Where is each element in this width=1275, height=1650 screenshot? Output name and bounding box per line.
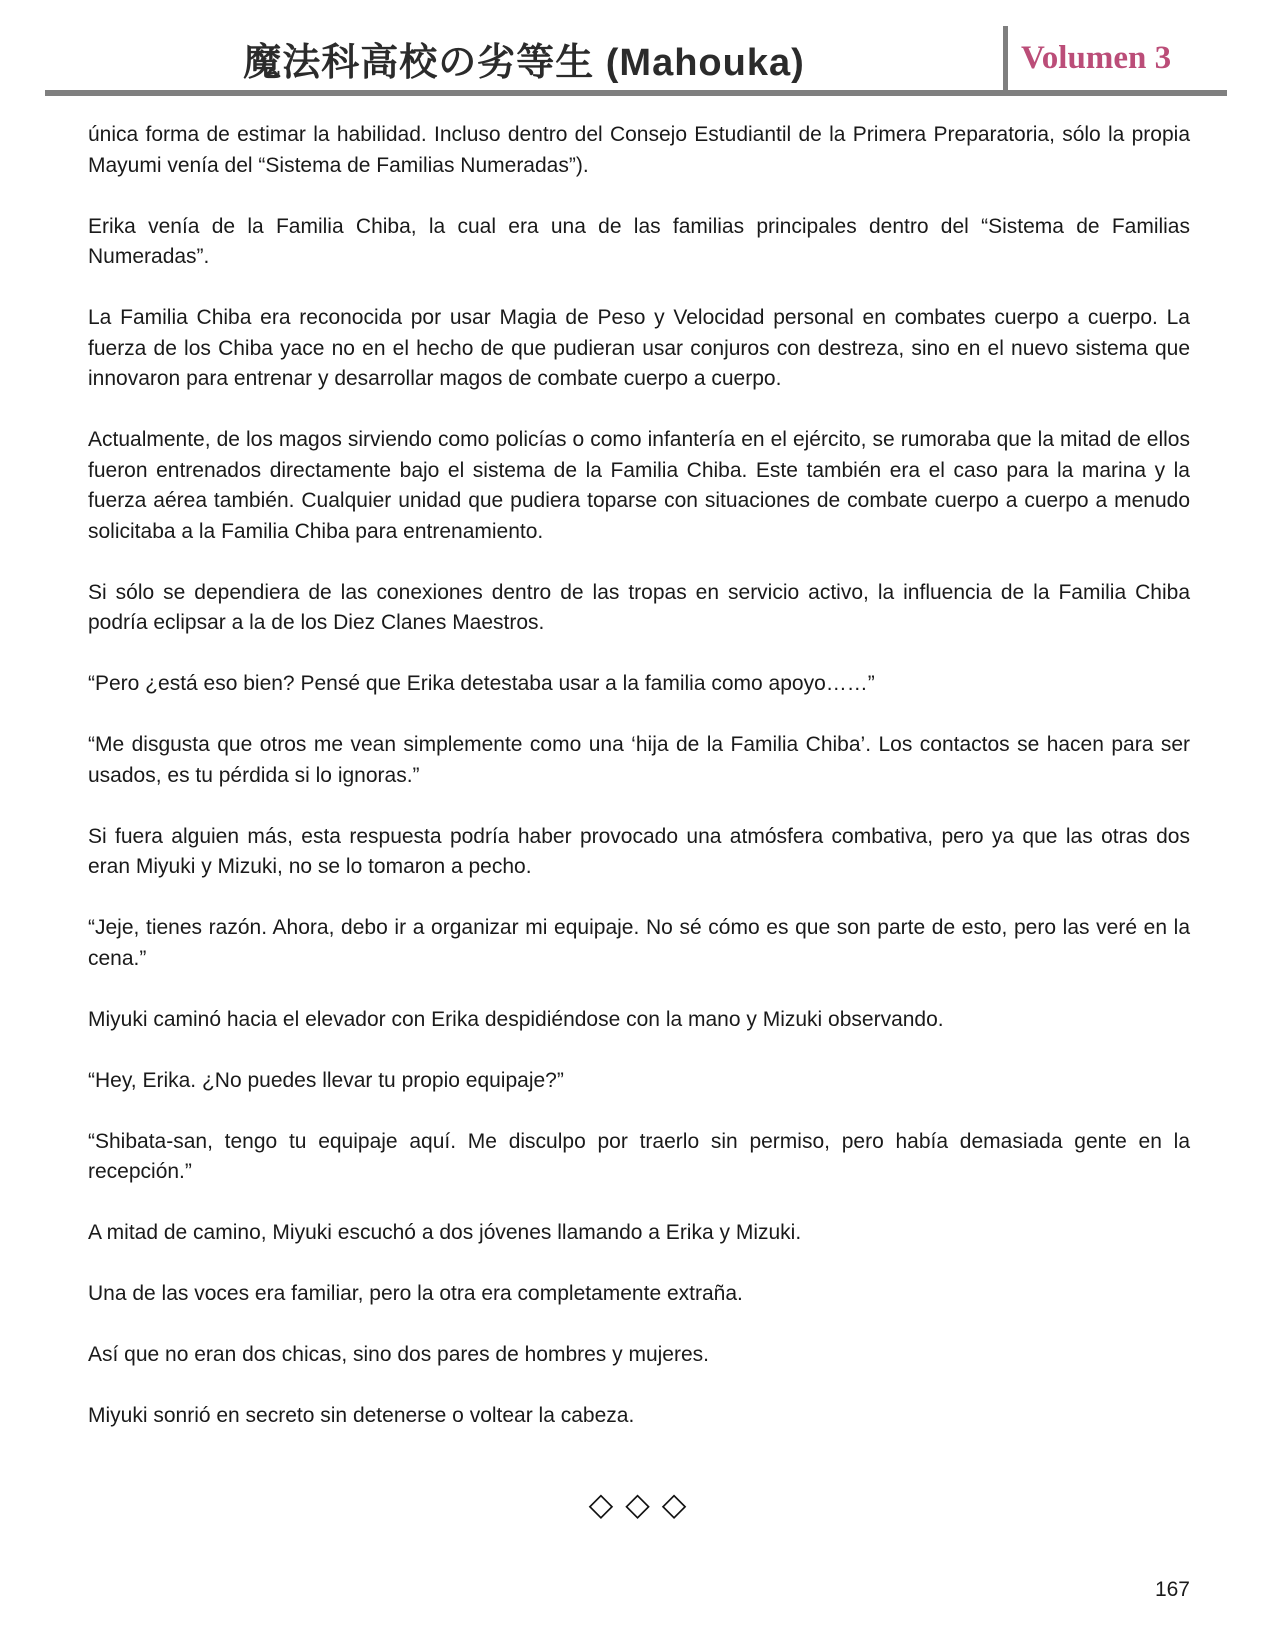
body-paragraph: única forma de estimar la habilidad. Incluso dentro del Consejo Estudiantil de la Primera Preparatoria, sólo la propia Mayumi venía del “Sistema de Familias Numeradas”).: [88, 123, 1190, 177]
body-paragraph: “Pero ¿está eso bien? Pensé que Erika detestaba usar a la familia como apoyo……”: [88, 672, 875, 695]
body-paragraph: “Jeje, tienes razón. Ahora, debo ir a organizar mi equipaje. No sé cómo es que son parte de esto, pero las veré en la cena.”: [88, 916, 1190, 970]
page-number: 167: [1154, 1578, 1190, 1601]
body-paragraph: Erika venía de la Familia Chiba, la cual era una de las familias principales dentro del “Sistema de Familias Numeradas”.: [88, 214, 1190, 268]
body-paragraph: Miyuki sonrió en secreto sin detenerse o voltear la cabeza.: [88, 1404, 635, 1427]
body-paragraph: Si sólo se dependiera de las conexiones dentro de las tropas en servicio activo, la influencia de la Familia Chiba podría eclipsar a la de los Diez Clanes Maestros.: [88, 580, 1190, 634]
body-paragraph: Miyuki caminó hacia el elevador con Erika despidiéndose con la mano y Mizuki observando.: [88, 1007, 944, 1031]
body-paragraph: Así que no eran dos chicas, sino dos pares de hombres y mujeres.: [88, 1343, 709, 1366]
body-text: [88, 120, 1190, 1432]
body-paragraph: La Familia Chiba era reconocida por usar Magia de Peso y Velocidad personal en combates cuerpo a cuerpo. La fuerza de los Chiba yace no en el hecho de que pudieran usar conjuros con destreza, sino en el nuevo sistema que innovaron para entrenar y desarrollar magos de combate cuerpo a cuerpo.: [88, 306, 1190, 390]
body-paragraph: Actualmente, de los magos sirviendo como policías o como infantería en el ejército, se rumoraba que la mitad de ellos fueron entrenados directamente bajo el sistema de la Familia Chiba. Este también era el caso para la marina y la fuerza aérea también. Cualquier unidad que pudiera toparse con situaciones de combate cuerpo a cuerpo a menudo solicitaba a la Familia Chiba para entrenamiento.: [88, 428, 1190, 543]
body-paragraph: Si fuera alguien más, esta respuesta podría haber provocado una atmósfera combativa, pero ya que las otras dos eran Miyuki y Mizuki, no se lo tomaron a pecho.: [88, 824, 1190, 878]
body-paragraph: “Shibata-san, tengo tu equipaje aquí. Me disculpo por traerlo sin permiso, pero había demasiada gente en la recepción.”: [88, 1129, 1190, 1183]
header-rule: [45, 90, 1227, 96]
body-paragraph: Una de las voces era familiar, pero la otra era completamente extraña.: [88, 1282, 743, 1305]
body-paragraph: “Hey, Erika. ¿No puedes llevar tu propio equipaje?”: [88, 1068, 564, 1092]
header-title-cell: [45, 26, 1003, 90]
header-volume-cell: [1008, 26, 1227, 90]
body-paragraph: A mitad de camino, Miyuki escuchó a dos jóvenes llamando a Erika y Mizuki.: [88, 1221, 802, 1244]
document-title: 魔法科高校の劣等生 (Mahouka): [243, 41, 805, 84]
volume-label: Volumen 3: [1021, 39, 1172, 76]
body-paragraph: “Me disgusta que otros me vean simplemente como una ‘hija de la Familia Chiba’. Los contactos se hacen para ser usados, es tu pérdida si lo ignoras.”: [88, 733, 1190, 787]
page-header: [45, 26, 1227, 90]
section-break-diamonds: ◇◇◇: [588, 1485, 699, 1522]
